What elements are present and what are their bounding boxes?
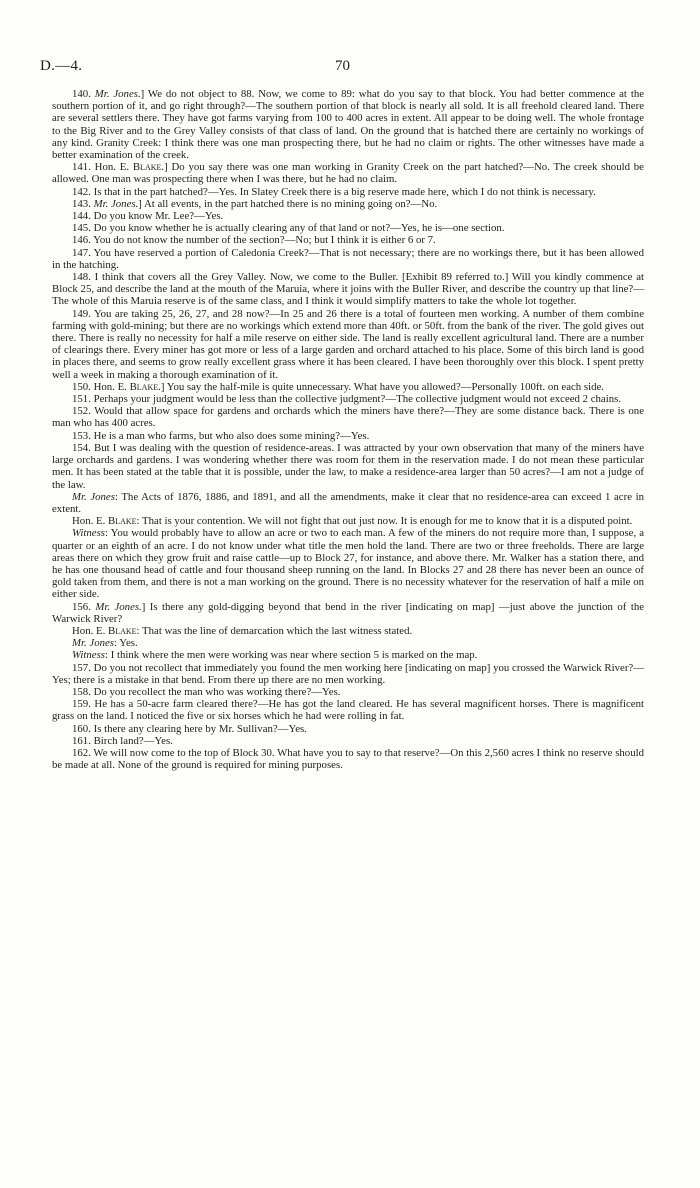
evidence-paragraph (52, 405, 644, 429)
speaker-name: Blake (108, 515, 137, 528)
page-number: 70 (335, 58, 350, 74)
evidence-paragraph (52, 88, 644, 161)
paragraph-text: 154. But I was dealing with the question of residence-areas. I was attracted by your own observation that many of the miners have large orchards and gardens. I was wondering whether there was room for them in the reservation made. I do not mean these particular men. It has been stated at the table that it is possible, under the law, to make a residence-area larger than 50 acres?—I am not a judge of the law. (52, 441, 644, 491)
paragraph-lead: 150. Hon. E. (72, 380, 130, 393)
evidence-paragraph (52, 649, 644, 661)
paragraph-text: 145. Do you know whether he is actually clearing any of that land or not?—Yes, he is—one section. (72, 222, 505, 235)
paragraph-text: 153. He is a man who farms, but who also does some mining?—Yes. (72, 429, 370, 442)
evidence-paragraph (52, 723, 644, 735)
evidence-paragraph (52, 430, 644, 442)
paragraph-lead: 140. (72, 88, 95, 100)
speaker-name: Mr. Jones (72, 490, 115, 503)
paragraph-text: 157. Do you not recollect that immediately you found the men working here [indicating on map] you crossed the Warwick River?—Yes; there is a mistake in that bend. From there up there are no men working. (52, 661, 644, 686)
speaker-name: Mr. Jones. (95, 600, 142, 613)
evidence-paragraph (52, 637, 644, 649)
speaker-name: Witness (72, 527, 105, 540)
evidence-paragraph (52, 491, 644, 515)
speaker-name: Blake. (132, 161, 165, 174)
paragraph-text: 147. You have reserved a portion of Caledonia Creek?—That is not necessary; there are no workings there, but it has been allowed in the hatching. (52, 246, 644, 271)
paragraph-text: 158. Do you recollect the man who was working there?—Yes. (72, 685, 341, 698)
paragraph-text: : I think where the men were working was near where section 5 is marked on the map. (105, 649, 478, 662)
paragraph-text: ] At all events, in the part hatched there is no mining going on?—No. (138, 197, 438, 210)
paragraph-text: 142. Is that in the part hatched?—Yes. In Slatey Creek there is a big reserve made here, which I do not think is necessary. (72, 185, 596, 198)
speaker-name: Witness (72, 649, 105, 662)
evidence-paragraph (52, 210, 644, 222)
evidence-paragraph (52, 686, 644, 698)
evidence-paragraph (52, 747, 644, 771)
evidence-paragraph (52, 662, 644, 686)
paragraph-lead: 156. (72, 600, 96, 613)
paragraph-lead: 141. Hon. E. (72, 161, 133, 174)
paragraph-text: : That is your contention. We will not fight that out just now. It is enough for me to know that it is a disputed point. (136, 515, 633, 528)
evidence-paragraph (52, 234, 644, 246)
speaker-name: Mr. Jones (72, 637, 114, 650)
paragraph-text: 160. Is there any clearing here by Mr. Sullivan?—Yes. (72, 722, 307, 735)
parliamentary-paper-reference: D.—4. (40, 58, 83, 74)
paragraph-text: 144. Do you know Mr. Lee?—Yes. (72, 210, 224, 223)
paragraph-text: : You would probably have to allow an acre or two to each man. A few of the miners do not require more than, I suppose, a quarter or an eighth of an acre. I do not know under what title the men hold the land. There are two or three freeholds. There are large areas there on which they grow fruit and raise cattle—up to Block 27, for instance, and above there. Mr. Walker has a station there, and he has one thousand head of cattle and four thousand sheep running on the land. In Blocks 27 and 28 there has never been an ounce of gold taken from them, and there is not a man working on the ground. There is no necessity whatever for the reservation of half a mile on either side. (52, 527, 644, 601)
evidence-paragraph (52, 601, 644, 625)
speaker-name: Blake (108, 624, 137, 637)
evidence-paragraph (52, 186, 644, 198)
paragraph-text: 161. Birch land?—Yes. (72, 734, 173, 747)
paragraph-text: 151. Perhaps your judgment would be less than the collective judgment?—The collective judgment would not exceed 2 chains. (72, 393, 622, 406)
evidence-paragraph (52, 625, 644, 637)
speaker-name: Mr. Jones. (94, 88, 141, 100)
evidence-paragraph (52, 442, 644, 491)
paragraph-text: ] Is there any gold-digging beyond that bend in the river [indicating on map] —just above the junction of the Warwick River? (52, 600, 645, 625)
evidence-paragraph (52, 161, 644, 185)
evidence-paragraph (52, 527, 644, 600)
paragraph-text: 146. You do not know the number of the section?—No; but I think it is either 6 or 7. (72, 234, 436, 247)
paragraph-text: ] Do you say there was one man working in Granity Creek on the part hatched?—No. The creek should be allowed. One man was prospecting there when I was there, but he had no claim. (52, 161, 644, 186)
evidence-paragraph (52, 308, 644, 381)
evidence-paragraph (52, 393, 644, 405)
paragraph-text: 152. Would that allow space for gardens and orchards which the miners have there?—They are some distance back. There is one man who has 400 acres. (52, 405, 644, 430)
paragraph-lead: Hon. E. (72, 515, 108, 528)
evidence-paragraph (52, 381, 644, 393)
evidence-paragraph (52, 198, 644, 210)
paragraph-text: ] We do not object to 88. Now, we come to 89: what do you say to that block. You had better commence at the southern portion of it, and go right through?—The southern portion of that block is nearly all sold. It is all freehold cleared land. There are several settlers there. They have got farms varying from 100 to 400 acres in extent. All appear to be doing well. The whole frontage to the Big River and to the Grey Valley consists of that class of land. On the ground that is hatched there are certainly no workings of any kind. Granity Creek: I think there was one man prospecting there, but he had no claim or rights. The other witnesses have made a better examination of the creek. (52, 88, 645, 162)
paragraph-text: 159. He has a 50-acre farm cleared there?—He has got the land cleared. He has several magnificent horses. There is magnificent grass on the land. I noticed the five or six horses which he had were rolling in fat. (52, 698, 644, 723)
paragraph-text: 162. We will now come to the top of Block 30. What have you to say to that reserve?—On this 2,560 acres I think no reserve should be made at all. None of the ground is required for mining purposes. (52, 746, 644, 772)
evidence-paragraph (52, 698, 644, 722)
evidence-paragraph (52, 735, 644, 747)
evidence-paragraph (52, 271, 644, 308)
speaker-name: Blake. (129, 380, 161, 393)
evidence-paragraph (52, 247, 644, 271)
document-body (52, 88, 644, 771)
paragraph-text: : Yes. (113, 637, 138, 650)
evidence-paragraph (52, 222, 644, 234)
paragraph-text: 149. You are taking 25, 26, 27, and 28 now?—In 25 and 26 there is a total of fourteen men working. A number of them combine farming with gold-mining; but there are no workings which extend more than 40ft. or 50ft. from the bank of the river. The gold gives out there. There is really no necessity for half a mile reserve on either side. The land is really excellent agricultural land. There are a number of clearings there. Every miner has got more or less of a large garden and orchard attached to his place. Some of this birch land is good in places there, and seems to grow really excellent grass where it has been cleared. I have been thoroughly over this block. I spent pretty well a week in making a thorough examination of it. (52, 307, 644, 381)
paragraph-lead: Hon. E. (72, 624, 108, 637)
paragraph-text: : That was the line of demarcation which the last witness stated. (136, 624, 413, 637)
paragraph-text: : The Acts of 1876, 1886, and 1891, and all the amendments, make it clear that no residence-area can exceed 1 acre in extent. (52, 490, 644, 515)
paragraph-lead: 143. (72, 197, 94, 210)
paragraph-text: ] You say the half-mile is quite unnecessary. What have you allowed?—Personally 100ft. on each side. (160, 380, 604, 393)
speaker-name: Mr. Jones. (93, 197, 139, 210)
paragraph-text: 148. I think that covers all the Grey Valley. Now, we come to the Buller. [Exhibit 89 referred to.] Will you kindly commence at Block 25, and describe the land at the mouth of the Maruia, where it joins with the Buller River, and describe the country up that line?—The whole of this Maruia reserve is of the same class, and I think it would simplify matters to take the whole lot together. (52, 271, 644, 308)
evidence-paragraph (52, 515, 644, 527)
